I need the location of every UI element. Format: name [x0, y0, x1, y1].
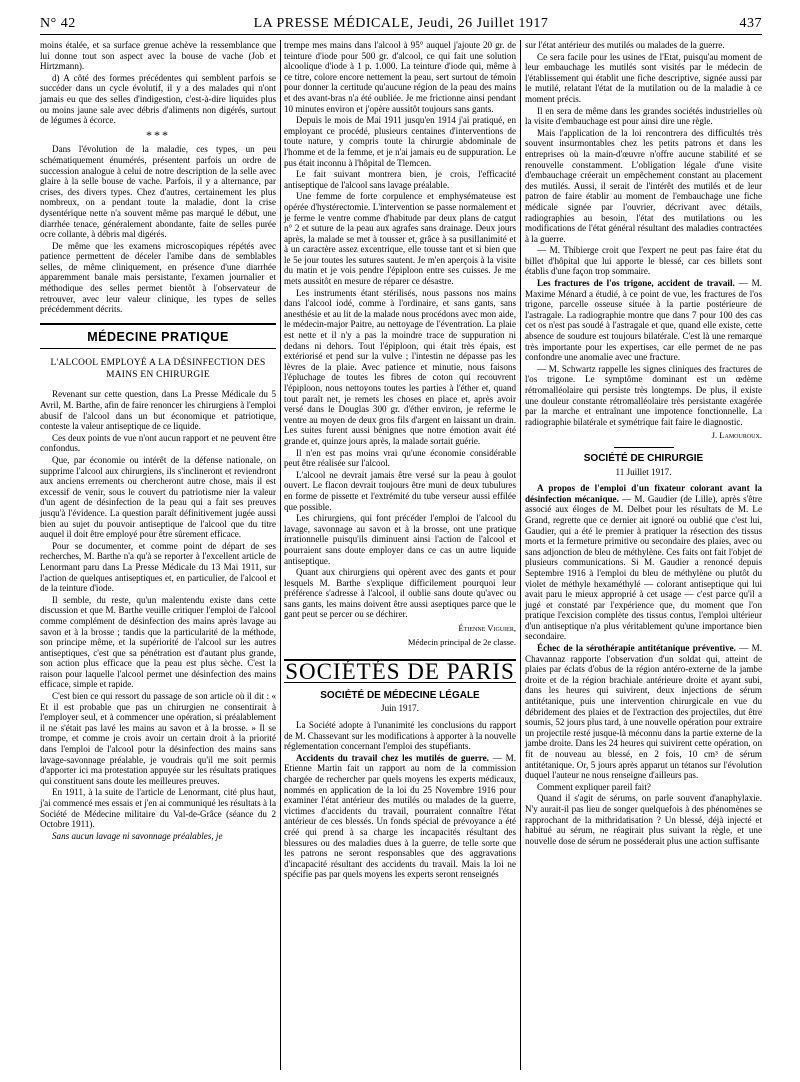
paragraph: — M. Maxime Ménard a étudié, à ce point de vue, les fractures de l'os trigone, parcelle osseuse située à la partie postérieure de l'astragale. La radiographie montre que dans 7 pour 100 des cas cet os n'est pas soudé à l'astragale et que, quand elle existe, cette absence de soudure est toujours bilatérale. C'est là une remarque très importante pour les expertises, car elle permet de ne pas confondre une anomalie avec une fracture. — [525, 278, 762, 363]
paragraph-heading: Échec de la sérothérapie antitétanique préventive. — [537, 643, 736, 654]
paragraph: Comment expliquer pareil fait? — [537, 781, 651, 792]
column-2 — [284, 40, 516, 881]
column-1 — [40, 40, 276, 842]
paragraph: Il en sera de même dans les grandes sociétés industrielles où la visite d'embauchage est pour ainsi dire une règle. — [525, 105, 762, 127]
meeting-date: 11 Juillet 1917. — [615, 466, 672, 477]
paragraph: — M. Thibierge croit que l'expert ne peut pas faire état du billet d'hôpital que lui apporte le blessé, car ces billets sont établis d'une façon trop sommaire. — [525, 245, 762, 277]
author-signature: Étienne Viguier, — [458, 623, 516, 634]
society-title: SOCIÉTÉ DE MÉDECINE LÉGALE — [320, 689, 480, 701]
paragraph: — M. Etienne Martin fait un rapport au nom de la commission chargée de rechercher par quels moyens les experts médicaux, nommés en application de la loi du 25 Novembre 1916 pour examiner l'état antérieur des mutilés ou malades de la guerre, victimes d'accidents du travail, pourraient connaître l'état antérieur de ces blessés. Un fonds spécial de prévoyance a été créé qui prend à sa charge les incapacités résultant des blessures ou des maladies dues à la guerre, de telle sorte que les patrons ne seront responsables que des aggravations d'incapacité résultant des accidents du travail. Mais la loi ne spécifie pas par quels moyens les experts seront renseignés — [284, 752, 516, 880]
paragraph: L'alcool ne devrait jamais être versé sur la peau à goulot ouvert. Le flacon devrait toujours être muni de deux tubulures en forme de pissette et l'extrémité du tube verseur aussi effilée que possible. — [284, 469, 516, 512]
author-signature: J. Lamouroux. — [711, 430, 762, 441]
paragraph: Sans aucun lavage ni savonnage préalables, je — [52, 830, 223, 841]
paragraph: Pour se documenter, et comme point de départ de ses recherches, M. Barthe n'a qu'à se reporter à l'excellent article de Lenormant paru dans La Presse Médicale du 13 Mai 1911, sur l'action de quelques antiseptiques et, en particulier, de l'alcool et de la teinture d'iode. — [40, 540, 276, 594]
paragraph: Ces deux points de vue n'ont aucun rapport et ne peuvent être confondus. — [40, 432, 276, 454]
paragraph: Il semble, du reste, qu'un malentendu existe dans cette discussion et que M. Barthe veuille critiquer l'emploi de l'alcool comme complément de désinfection des mains après lavage au savon et à la brosse ; tandis que la particularité de la méthode, son principe même, et la supériorité de l'alcool sur les autres antiseptiques, c'est que sa pénétration est d'autant plus grande, son action plus efficace que la peau est plus sèche. C'est la raison pour laquelle l'alcool permet une désinfection des mains efficace, simple et rapide. — [40, 594, 276, 690]
paragraph-heading: A propos de l'emploi d'un fixateur colorant avant la désinfection mécanique. — [525, 483, 762, 504]
paragraph: — M. Chavannaz rapporte l'observation d'un soldat qui, atteint de plaies par éclats d'obus de la région antéro-externe de la jambe droite et de la région brachiale antérieure droite et ayant subi, dans les heures qui suivirent, deux injections de sérum antitétanique, puis une intervention chirurgicale en vue du débridement des plaies et de l'extraction des projectiles, dut être soumis, 52 jours plus tard, à une nouvelle opération pour extraire un projectile resté jusque-là méconnu dans la partie externe de la jambe droite. Dans les 24 heures qui suivirent cette opération, on fit de nouveau au blessé, en 2 fois, 10 cm³ de sérum antitétanique. Or, 5 jours après apparut un tétanos sur l'évolution duquel l'auteur ne nous renseigne d'ailleurs pas. — [525, 643, 763, 781]
paragraph: Mais l'application de la loi rencontrera des difficultés très souvent insurmontables chez les petits patrons et dans les entreprises où la main-d'œuvre n'offre aucune stabilité et se renouvelle constamment. L'obligation légale d'une visite d'embauchage créerait un empêchement constant au placement des mutilés. Aussi, il serait de l'intérêt des mutilés et de leur patron de faire établir au moment de l'embauchage une fiche médicale signée par l'ouvrier, décrivant avec détails, radiographies au besoin, l'état des mutilations ou les modifications de l'état général résultant des maladies contractées à la guerre. — [525, 127, 762, 244]
column-3 — [525, 40, 762, 847]
paragraph: De même que les examens microscopiques répétés avec patience permettent de déceler l'amibe dans de semblables selles, de même cliniquement, en présence d'une diarrhée apparemment banale mais persistante, l'examen journalier et méthodique des selles permet bientôt à l'observateur de retrouver, avec leur valeur clinique, les types de selles précédemment décrits. — [40, 240, 276, 315]
page-header — [40, 10, 762, 34]
column-divider — [280, 40, 281, 1070]
paragraph: En 1911, à la suite de l'article de Lenormant, cité plus haut, j'ai commencé mes essais et j'en ai communiqué les résultats à la Société de Médecine militaire du Val-de-Grâce (séance du 2 Octobre 1911). — [40, 787, 276, 830]
meeting-date: Juin 1917. — [381, 703, 419, 714]
paragraph: trempe mes mains dans l'alcool à 95° auquel j'ajoute 20 gr. de teinture d'iode pour 500 gr. d'alcool, ce qui fait une solution alcoolique d'iode à 1 p. 1.000. La teinture d'iode qui, même à ce titre, colore encore nettement la peau, sert surtout de témoin pour donner la certitude qu'aucune région de la peau des mains et des avant-bras n'a été oubliée. Je me frictionne ainsi pendant 10 minutes environ et j'opère aussitôt toujours sans gants. — [284, 40, 516, 114]
section-break: *** — [146, 127, 170, 142]
article-title: L'ALCOOL EMPLOYÉ A LA DÉSINFECTION DES MAINS EN CHIRURGIE — [50, 358, 266, 381]
paragraph: Il n'en est pas moins vrai qu'une économie considérable peut être réalisée sur l'alcool. — [284, 447, 516, 469]
page-number: 437 — [739, 16, 762, 31]
paragraph: — M. Schwartz rappelle les signes cliniques des fractures de l'os trigone. Le symptôme dominant est un œdème rétromalléolaire qui persiste très longtemps. De plus, il existe une douleur constante rétromalléolaire très persistante exagérée par la marche et entraînant une impotence fonctionnelle. La radiographie bilatérale et symétrique fait faire le diagnostic. — [525, 363, 762, 427]
paragraph: Le fait suivant montrera bien, je crois, l'efficacité antiseptique de l'alcool sans lavage préalable. — [284, 169, 516, 190]
section-title: SOCIÉTÉS DE PARIS — [285, 659, 515, 685]
author-rank: Médecin principal de 2e classe. — [407, 636, 516, 647]
paragraph: sur l'état antérieur des mutilés ou malades de la guerre. — [525, 40, 725, 50]
paragraph: Les chirurgiens, qui font précéder l'emploi de l'alcool du lavage, savonnage au savon et à la brosse, ont une pratique irrationnelle puisqu'ils diminuent ainsi l'action de l'alcool et pourraient sans doute employer dans ce cas un autre liquide antiseptique. — [284, 513, 516, 566]
section-title: MÉDECINE PRATIQUE — [40, 323, 276, 350]
paragraph: C'est bien ce qui ressort du passage de son article où il dit : « Et il est probable que pas un chirurgien ne consentirait à l'employer seul, et à commencer une opération, si préalablement il ne s'était pas lavé les mains au savon et à la brosse. » Il se trompe, et comme je crois avoir un certain droit à la priorité dans l'emploi de l'alcool pour la désinfection des mains sans lavage-savonnage préalable, je voudrais qu'il me soit permis d'apporter ici ma protestation appuyée sur les résultats pratiques qui constituent sans doute les meilleures preuves. — [40, 691, 276, 786]
journal-title: LA PRESSE MÉDICALE, Jeudi, 26 Juillet 1917 — [253, 16, 549, 31]
paragraph-heading: Accidents du travail chez les mutilés de guerre. — [296, 752, 489, 763]
paragraph: Depuis le mois de Mai 1911 jusqu'en 1914 j'ai pratiqué, en employant ce procédé, plusieurs centaines d'interventions de toute nature, y compris toute la chirurgie abdominale de l'homme et de la femme, et je n'ai jamais eu de suppuration. Le pus était inconnu à l'hôpital de Tlemcen. — [284, 115, 516, 168]
divider — [614, 447, 674, 448]
paragraph: moins étalée, et sa surface grenue achève la ressemblance que lui donne tout son aspect avec la bouse de vache (Job et Hirtzmann). — [40, 40, 276, 72]
society-title: SOCIÉTÉ DE CHIRURGIE — [583, 452, 704, 464]
paragraph: Ce sera facile pour les usines de l'Etat, puisqu'au moment de leur embauchage les mutilés sont visités par le médecin de l'établissement qui établit une fiche descriptive, signée aussi par le mutilé, relatant l'état de la mutilation ou de la maladie à ce moment précis. — [525, 51, 762, 104]
paragraph: — M. Gaudier (de Lille), après s'être associé aux éloges de M. Delbet pour les résultats de M. Le Grand, regrette que ce dernier ait ignoré ou oublié que c'est lui, Gaudier, qui a été le premier à pratiquer la résection des tissus morts et la fermeture primitive ou secondaire des plaies, avec ou sans adjonction de bleu de méthylène. Ces faits ont fait l'objet de plusieurs communications. Si M. Gaudier a renoncé depuis Septembre 1916 à l'emploi du bleu de méthylène ou plutôt du violet de méthyle hexaméthylé — colorant antiseptique qui lui avait paru le mieux approprié à cet usage — c'est parce qu'il a jugé et constaté par l'expérience que, du moment que l'on pratique l'excision complète des tissus contus, l'emploi ultérieur d'un antiseptique n'a plus véritablement qu'une importance bien secondaire. — [525, 493, 762, 642]
paragraph: Quand il s'agit de sérums, on parle souvent d'anaphylaxie. N'y aurait-il pas lieu de songer quelquefois à des phénomènes se rapprochant de la mithridatisation ? Un blessé, déjà injecté et habitué au sérum, ne réagirait plus suivant la règle, et une nouvelle dose de sérum ne posséderait plus une action suffisante — [525, 793, 762, 846]
paragraph: Une femme de forte corpulence et emphysémateuse est opérée d'hystérectomie. L'intervention se passe normalement et je ferme le ventre comme d'habitude par deux plans de catgut n° 2 et suture de la peau aux agrafes sans drainage. Deux jours après, la malade se met à tousser et, grâce à sa pusillanimité et à un caractère assez excentrique, elle tousse tant et si bien que le 5e jour toutes les sutures sautent. Je m'en aperçois à la visite du matin et je vois pendre l'épiploon entre ses cuisses. Je me mets aussitôt en mesure de réparer ce désastre. — [284, 191, 516, 287]
header-rule — [40, 34, 762, 35]
column-divider — [520, 40, 521, 1070]
paragraph: La Société adopte à l'unanimité les conclusions du rapport de M. Chassevant sur les modifications à apporter à la nouvelle réglementation concernant l'emploi des stupéfiants. — [284, 720, 516, 752]
paragraph: Revenant sur cette question, dans La Presse Médicale du 5 Avril, M. Barthe, afin de faire renoncer les chirurgiens à l'emploi abusif de l'alcool dans un but économique et patriotique, conteste la valeur antiseptique de ce liquide. — [40, 389, 276, 432]
paragraph: Les instruments étant stérilisés, nous passons nos mains dans l'alcool iodé, comme à l'ordinaire, et sans gants, sans anesthésie et au lit de la malade nous procédons avec mon aide, le médecin-major Paitre, au nettoyage de l'éventration. La plaie est nette et il n'y a pas la moindre trace de suppuration ni dedans ni dehors. Tout l'épiploon, qui était très épais, est extériorisé et pend sur la vulve ; l'intestin ne dépasse pas les lèvres de la plaie. Avec patience et minutie, nous faisons l'épluchage de toutes les fibres de coton qui recouvrent l'épiploon, nous nettoyons toutes les parties à l'éther et, quand tout paraît net, je remets les choses en place et, après avoir versé dans le Douglas 300 gr. d'éther environ, je referme le ventre au moyen de deux gros fils d'argent en laissant un drain. Les suites furent aussi bénignes que notre émotion avait été grande et, quinze jours après, la malade sortait guérie. — [284, 287, 516, 446]
paragraph-heading: Les fractures de l'os trigone, accident de travail. — [537, 278, 735, 289]
paragraph: Que, par économie ou intérêt de la défense nationale, on supprime l'alcool aux chirurgiens, ils s'inclineront et reviendront aux anciens errements ou chercheront autre chose, mais il est excessif de venir, sous le couvert du patriotisme nier la valeur d'un agent de désinfection de la peau qui a fait ses preuves jusqu'à l'évidence. La question paraît définitivement jugée aussi bien au sujet du pouvoir antiseptique de l'alcool que du titre auquel il doit être employé pour être sûrement efficace. — [40, 455, 276, 540]
issue-number: N° 42 — [40, 16, 76, 31]
paragraph: Quant aux chirurgiens qui opèrent avec des gants et pour lesquels M. Barthe s'explique difficilement pourquoi leur préférence s'adresse à l'alcool, il oublie sans doute qu'avec ou sans gants, les mains doivent être aussi aseptiques parce que le gant peut se percer ou se déchirer. — [284, 567, 516, 620]
paragraph: d) A côté des formes précédentes qui semblent parfois se succéder dans un cycle évolutif, il y a des malades qui n'ont jamais eu que des selles d'indigestion, c'est-à-dire liquides plus ou moins jaune sale avec débris d'aliments non digérés, surtout de légumes à écorce. — [40, 72, 276, 126]
paragraph: Dans l'évolution de la maladie, ces types, un peu schématiquement énumérés, présentent parfois un ordre de succession analogue à celui de notre description de la selle avec glaire à la selle bouse de vache. Parfois, il y a alternance, par crises, des divers types. Chez d'autres, certainement les plus nombreux, on a pendant toute la maladie, dont la crise dysentérique nette n'a souvent même pas marqué le début, une diarrhée tenace, généralement abondante, faite de selles purée ocre collante, à débris mal digérés. — [40, 144, 276, 240]
